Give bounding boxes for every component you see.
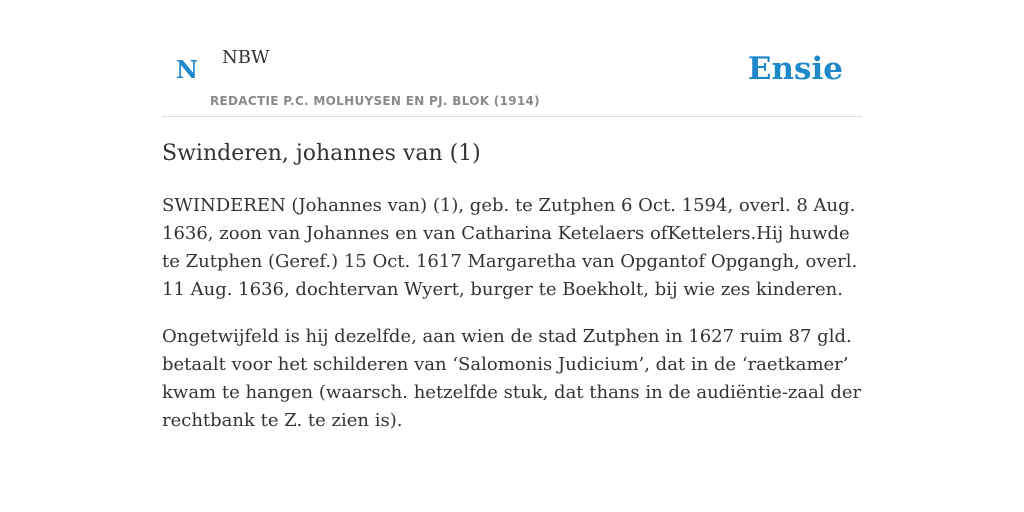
source-abbreviation[interactable]: NBW (222, 47, 270, 68)
article-title: Swinderen, johannes van (1) (162, 141, 481, 166)
source-logo[interactable]: N (176, 55, 198, 84)
brand-logo[interactable]: Ensie (747, 51, 843, 87)
page-header (162, 0, 862, 117)
article-paragraph: Ongetwijfeld is hij dezelfde, aan wien de stad Zutphen in 1627 ruim 87 gld. betaalt voor het schilderen van ‘Salomonis Judicium’, dat in de ‘raetkamer’ kwam te hangen (waarsch. hetzelfde stuk, dat thans in de audiëntie-zaal der rechtbank te Z. te zien is). (162, 326, 862, 431)
source-editors: REDACTIE P.C. MOLHUYSEN EN PJ. BLOK (1914) (210, 94, 540, 108)
article-paragraph: SWINDEREN (Johannes van) (1), geb. te Zutphen 6 Oct. 1594, overl. 8 Aug. 1636, zoon van Johannes en van Catharina Ketelaers ofKettelers.Hij huwde te Zutphen (Geref.) 15 Oct. 1617 Margaretha van Opgantof Opgangh, overl. 11 Aug. 1636, dochtervan Wyert, burger te Boekholt, bij wie zes kinderen. (162, 195, 858, 300)
article-content (162, 138, 862, 435)
